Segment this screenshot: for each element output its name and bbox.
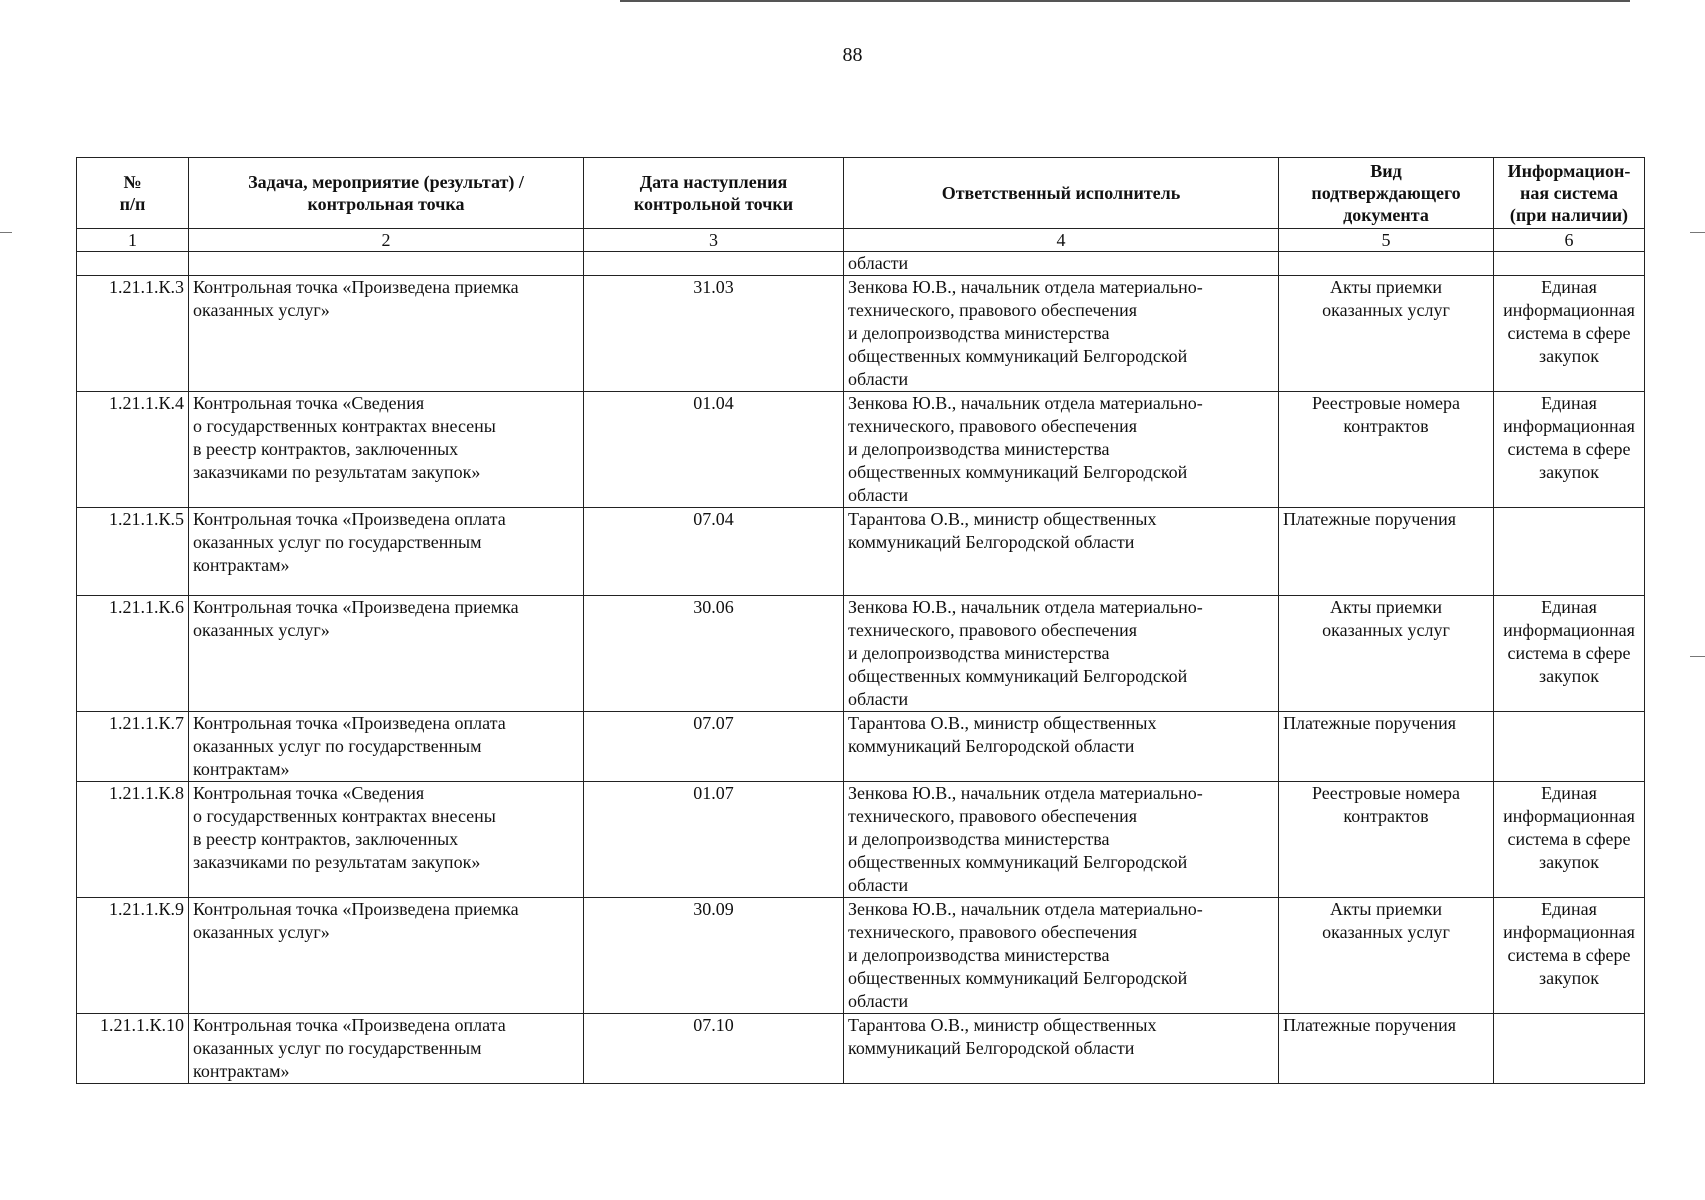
cell-line: оказанных услуг» [193, 300, 330, 320]
cell-line: в реестр контрактов, заключенных [193, 439, 459, 459]
cell-line: области [848, 689, 909, 709]
cell-line: закупок [1539, 852, 1599, 872]
scan-edge-mark [1690, 656, 1705, 657]
document-cell [1279, 276, 1494, 392]
cell-line: области [848, 991, 909, 1011]
executor-cell [844, 1014, 1279, 1084]
cell-line: система в сфере [1507, 323, 1631, 343]
cell-line: общественных коммуникаций Белгородской [848, 666, 1188, 686]
cell-line: технического, правового обеспечения [848, 620, 1138, 640]
column-number: 1 [77, 229, 189, 252]
cell-line: Платежные поручения [1283, 509, 1456, 529]
cell-line: оказанных услуг по государственным [193, 532, 482, 552]
table-row [77, 782, 1645, 898]
document-cell [1279, 596, 1494, 712]
header-task [189, 158, 584, 229]
cell-line: Контрольная точка «Произведена оплата [193, 509, 506, 529]
cell-line: о государственных контрактах внесены [193, 416, 496, 436]
cell-line: (при наличии) [1509, 205, 1629, 225]
cell-line: Контрольная точка «Сведения [193, 783, 425, 803]
cell-line: общественных коммуникаций Белгородской [848, 346, 1188, 366]
column-number: 2 [189, 229, 584, 252]
cell-line: Единая [1541, 899, 1597, 919]
document-cell [1279, 782, 1494, 898]
continuation-row [77, 252, 1645, 276]
header-document [1279, 158, 1494, 229]
cell-line: Платежные поручения [1283, 1015, 1456, 1035]
scan-edge-mark [1690, 232, 1705, 233]
cell-line: оказанных услуг [1322, 922, 1450, 942]
cell-line: оказанных услуг» [193, 620, 330, 640]
table-cell [77, 252, 189, 276]
cell-line: технического, правового обеспечения [848, 806, 1138, 826]
cell-line: контрактов [1343, 416, 1429, 436]
cell-line: заказчиками по результатам закупок» [193, 462, 481, 482]
executor-cell [844, 508, 1279, 596]
cell-line: Контрольная точка «Произведена приемка [193, 597, 519, 617]
cell-line: Тарантова О.В., министр общественных [848, 713, 1157, 733]
cell-line: Реестровые номера [1311, 393, 1461, 413]
row-number: 1.21.1.К.6 [77, 596, 189, 712]
cell-line: и делопроизводства министерства [848, 643, 1110, 663]
cell-line: подтверждающего [1311, 183, 1461, 203]
executor-cell [844, 782, 1279, 898]
cell-line: контрольная точка [307, 194, 465, 214]
table-row [77, 1014, 1645, 1084]
cell-line: и делопроизводства министерства [848, 829, 1110, 849]
task-cell [189, 508, 584, 596]
system-cell [1494, 712, 1645, 782]
cell-line: контрактов [1343, 806, 1429, 826]
control-points-table [76, 157, 1645, 1084]
cell-line: Единая [1541, 597, 1597, 617]
cell-line: области [848, 369, 909, 389]
cell-line: области [848, 485, 909, 505]
table-row [77, 712, 1645, 782]
cell-line: закупок [1539, 462, 1599, 482]
cell-line: информационная [1503, 300, 1635, 320]
cell-line: оказанных услуг [1322, 300, 1450, 320]
cell-line: Задача, мероприятие (результат) / [248, 172, 524, 192]
system-cell [1494, 508, 1645, 596]
header-date [584, 158, 844, 229]
cell-line: Дата наступления [639, 172, 788, 192]
row-number: 1.21.1.К.8 [77, 782, 189, 898]
cell-line: Акты приемки [1330, 597, 1442, 617]
table-row [77, 898, 1645, 1014]
row-number: 1.21.1.К.7 [77, 712, 189, 782]
cell-line: система в сфере [1507, 945, 1631, 965]
date-cell: 07.10 [584, 1014, 844, 1084]
cell-line: система в сфере [1507, 643, 1631, 663]
header-num [77, 158, 189, 229]
cell-line: оказанных услуг по государственным [193, 1038, 482, 1058]
cell-line: п/п [119, 194, 146, 214]
cell-line: контрактам» [193, 759, 290, 779]
cell-line: технического, правового обеспечения [848, 416, 1138, 436]
cell-line: общественных коммуникаций Белгородской [848, 462, 1188, 482]
date-cell: 01.04 [584, 392, 844, 508]
cell-line: закупок [1539, 346, 1599, 366]
executor-cell [844, 596, 1279, 712]
cell-line: о государственных контрактах внесены [193, 806, 496, 826]
cell-line: Зенкова Ю.В., начальник отдела материально- [848, 597, 1203, 617]
date-cell: 07.07 [584, 712, 844, 782]
executor-cell [844, 712, 1279, 782]
document-cell [1279, 898, 1494, 1014]
page-number: 88 [842, 44, 863, 66]
cell-line: контрольной точки [633, 194, 794, 214]
executor-cell [844, 392, 1279, 508]
system-cell [1494, 596, 1645, 712]
cell-line: области [848, 875, 909, 895]
cell-line: Платежные поручения [1283, 713, 1456, 733]
table-cell [1494, 252, 1645, 276]
executor-cell [844, 276, 1279, 392]
cell-line: Контрольная точка «Произведена приемка [193, 277, 519, 297]
cell-line: информационная [1503, 922, 1635, 942]
cell-line: оказанных услуг» [193, 922, 330, 942]
system-cell [1494, 782, 1645, 898]
cell-line: оказанных услуг [1322, 620, 1450, 640]
cell-line: Контрольная точка «Произведена оплата [193, 1015, 506, 1035]
cell-line: и делопроизводства министерства [848, 323, 1110, 343]
task-cell [189, 1014, 584, 1084]
cell-line: система в сфере [1507, 829, 1631, 849]
table-row [77, 508, 1645, 596]
table-cell [189, 252, 584, 276]
task-cell [189, 898, 584, 1014]
cell-line: информационная [1503, 620, 1635, 640]
scan-edge-mark [0, 232, 12, 233]
cell-line: коммуникаций Белгородской области [848, 532, 1135, 552]
cell-line: Зенкова Ю.В., начальник отдела материально- [848, 783, 1203, 803]
cell-line: Единая [1541, 393, 1597, 413]
task-cell [189, 392, 584, 508]
cell-line: и делопроизводства министерства [848, 439, 1110, 459]
cell-line: технического, правового обеспечения [848, 922, 1138, 942]
cell-line: ная система [1520, 183, 1618, 203]
cell-line: Информацион- [1507, 161, 1631, 181]
column-number: 3 [584, 229, 844, 252]
table-cell [844, 252, 1279, 276]
cell-line: Акты приемки [1330, 899, 1442, 919]
cell-line: информационная [1503, 806, 1635, 826]
column-number: 4 [844, 229, 1279, 252]
cell-line: Контрольная точка «Сведения [193, 393, 425, 413]
cell-line: Зенкова Ю.В., начальник отдела материально- [848, 393, 1203, 413]
cell-line: общественных коммуникаций Белгородской [848, 852, 1188, 872]
cell-line: коммуникаций Белгородской области [848, 736, 1135, 756]
system-cell [1494, 276, 1645, 392]
row-number: 1.21.1.К.4 [77, 392, 189, 508]
task-cell [189, 782, 584, 898]
cell-line: Контрольная точка «Произведена приемка [193, 899, 519, 919]
cell-line: контрактам» [193, 555, 290, 575]
header-executor [844, 158, 1279, 229]
system-cell [1494, 392, 1645, 508]
cell-line: коммуникаций Белгородской области [848, 1038, 1135, 1058]
task-cell [189, 712, 584, 782]
table-row [77, 276, 1645, 392]
cell-line: Единая [1541, 277, 1597, 297]
cell-line: области [848, 253, 909, 273]
cell-line: Акты приемки [1330, 277, 1442, 297]
system-cell [1494, 898, 1645, 1014]
cell-line: Вид [1370, 161, 1402, 181]
cell-line: закупок [1539, 968, 1599, 988]
cell-line: Зенкова Ю.В., начальник отдела материально- [848, 277, 1203, 297]
cell-line: оказанных услуг по государственным [193, 736, 482, 756]
cell-line: документа [1343, 205, 1429, 225]
cell-line: технического, правового обеспечения [848, 300, 1138, 320]
task-cell [189, 596, 584, 712]
header-system [1494, 158, 1645, 229]
table-row [77, 596, 1645, 712]
row-number: 1.21.1.К.10 [77, 1014, 189, 1084]
date-cell: 30.06 [584, 596, 844, 712]
table-cell [584, 252, 844, 276]
date-cell: 07.04 [584, 508, 844, 596]
cell-line: контрактам» [193, 1061, 290, 1081]
table-row [77, 392, 1645, 508]
cell-line: Ответственный исполнитель [941, 183, 1181, 203]
cell-line: Единая [1541, 783, 1597, 803]
column-number: 5 [1279, 229, 1494, 252]
document-cell [1279, 508, 1494, 596]
document-cell [1279, 1014, 1494, 1084]
date-cell: 01.07 [584, 782, 844, 898]
scan-top-rule [620, 0, 1630, 2]
cell-line: заказчиками по результатам закупок» [193, 852, 481, 872]
cell-line: система в сфере [1507, 439, 1631, 459]
system-cell [1494, 1014, 1645, 1084]
cell-line: Реестровые номера [1311, 783, 1461, 803]
column-number: 6 [1494, 229, 1645, 252]
cell-line: закупок [1539, 666, 1599, 686]
row-number: 1.21.1.К.3 [77, 276, 189, 392]
cell-line: информационная [1503, 416, 1635, 436]
cell-line: Тарантова О.В., министр общественных [848, 1015, 1157, 1035]
cell-line: Зенкова Ю.В., начальник отдела материально- [848, 899, 1203, 919]
column-number-row [77, 229, 1645, 252]
cell-line: и делопроизводства министерства [848, 945, 1110, 965]
document-cell [1279, 392, 1494, 508]
cell-line: Тарантова О.В., министр общественных [848, 509, 1157, 529]
cell-line: в реестр контрактов, заключенных [193, 829, 459, 849]
date-cell: 31.03 [584, 276, 844, 392]
cell-line: общественных коммуникаций Белгородской [848, 968, 1188, 988]
cell-line: Контрольная точка «Произведена оплата [193, 713, 506, 733]
task-cell [189, 276, 584, 392]
executor-cell [844, 898, 1279, 1014]
table-cell [1279, 252, 1494, 276]
row-number: 1.21.1.К.5 [77, 508, 189, 596]
document-cell [1279, 712, 1494, 782]
cell-line: № [123, 172, 142, 192]
date-cell: 30.09 [584, 898, 844, 1014]
header-row [77, 158, 1645, 229]
row-number: 1.21.1.К.9 [77, 898, 189, 1014]
